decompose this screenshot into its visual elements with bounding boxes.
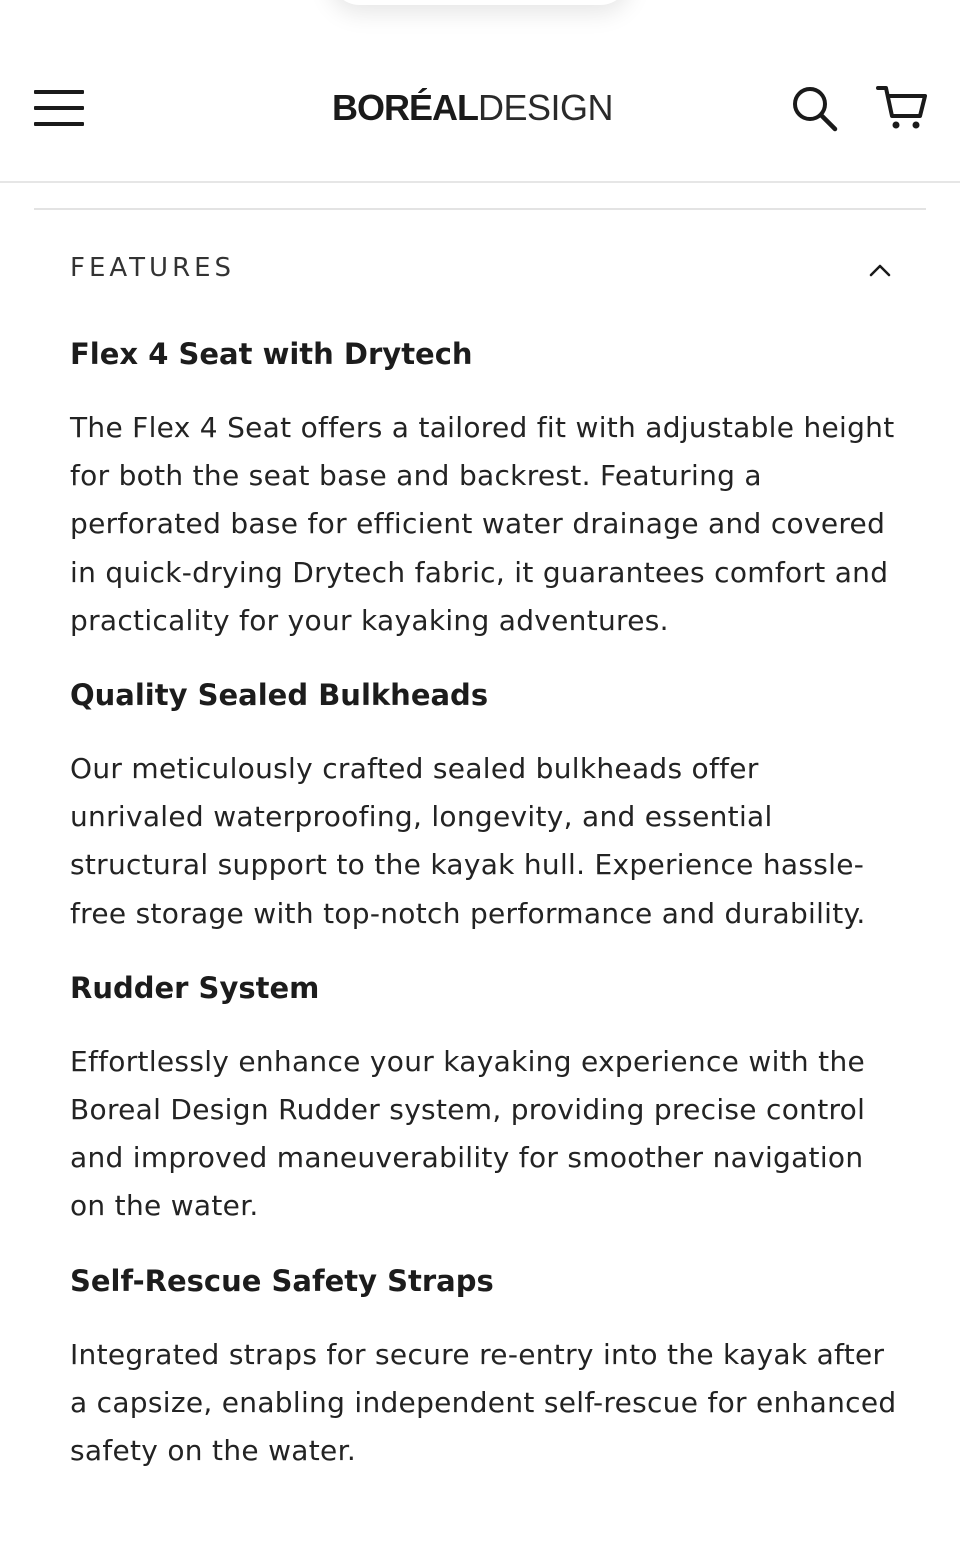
feature-description: Effortlessly enhance your kayaking experience with the Boreal Design Rudder system, providing precise control and improved maneuverability for smoother navigation on the water. [70,1044,866,1223]
search-icon[interactable] [790,84,838,132]
features-accordion-header[interactable] [70,245,900,295]
section-title: FEATURES [70,253,236,283]
hamburger-menu-icon[interactable] [34,88,84,126]
site-header [0,0,960,183]
feature-title: Self-Rescue Safety Straps [70,1263,494,1298]
feature-description: Our meticulously crafted sealed bulkheads offer unrivaled waterproofing, longevity, and essential structural support to the kayak hull. Experience hassle-free storage with top-notch performance and durability. [70,752,866,930]
cart-icon[interactable] [876,82,928,132]
feature-title: Quality Sealed Bulkheads [70,678,489,713]
chevron-up-icon[interactable] [868,261,892,279]
feature-title: Rudder System [70,970,320,1005]
features-content [70,330,900,1501]
logo-light-text: DESIGN [478,87,614,128]
site-logo[interactable] [332,86,613,130]
feature-description: Integrated straps for secure re-entry into the kayak after a capsize, enabling independent self-rescue for enhanced safety on the water. [70,1337,897,1468]
feature-title: Flex 4 Seat with Drytech [70,337,473,371]
feature-description: The Flex 4 Seat offers a tailored fit with adjustable height for both the seat base and backrest. Featuring a perforated base for efficient water drainage and covered in quick-drying Drytech fabric, it guarantees comfort and practicality for your kayaking adventures. [70,411,895,637]
logo-bold-text: BORÉAL [332,87,478,128]
section-divider [34,208,926,210]
